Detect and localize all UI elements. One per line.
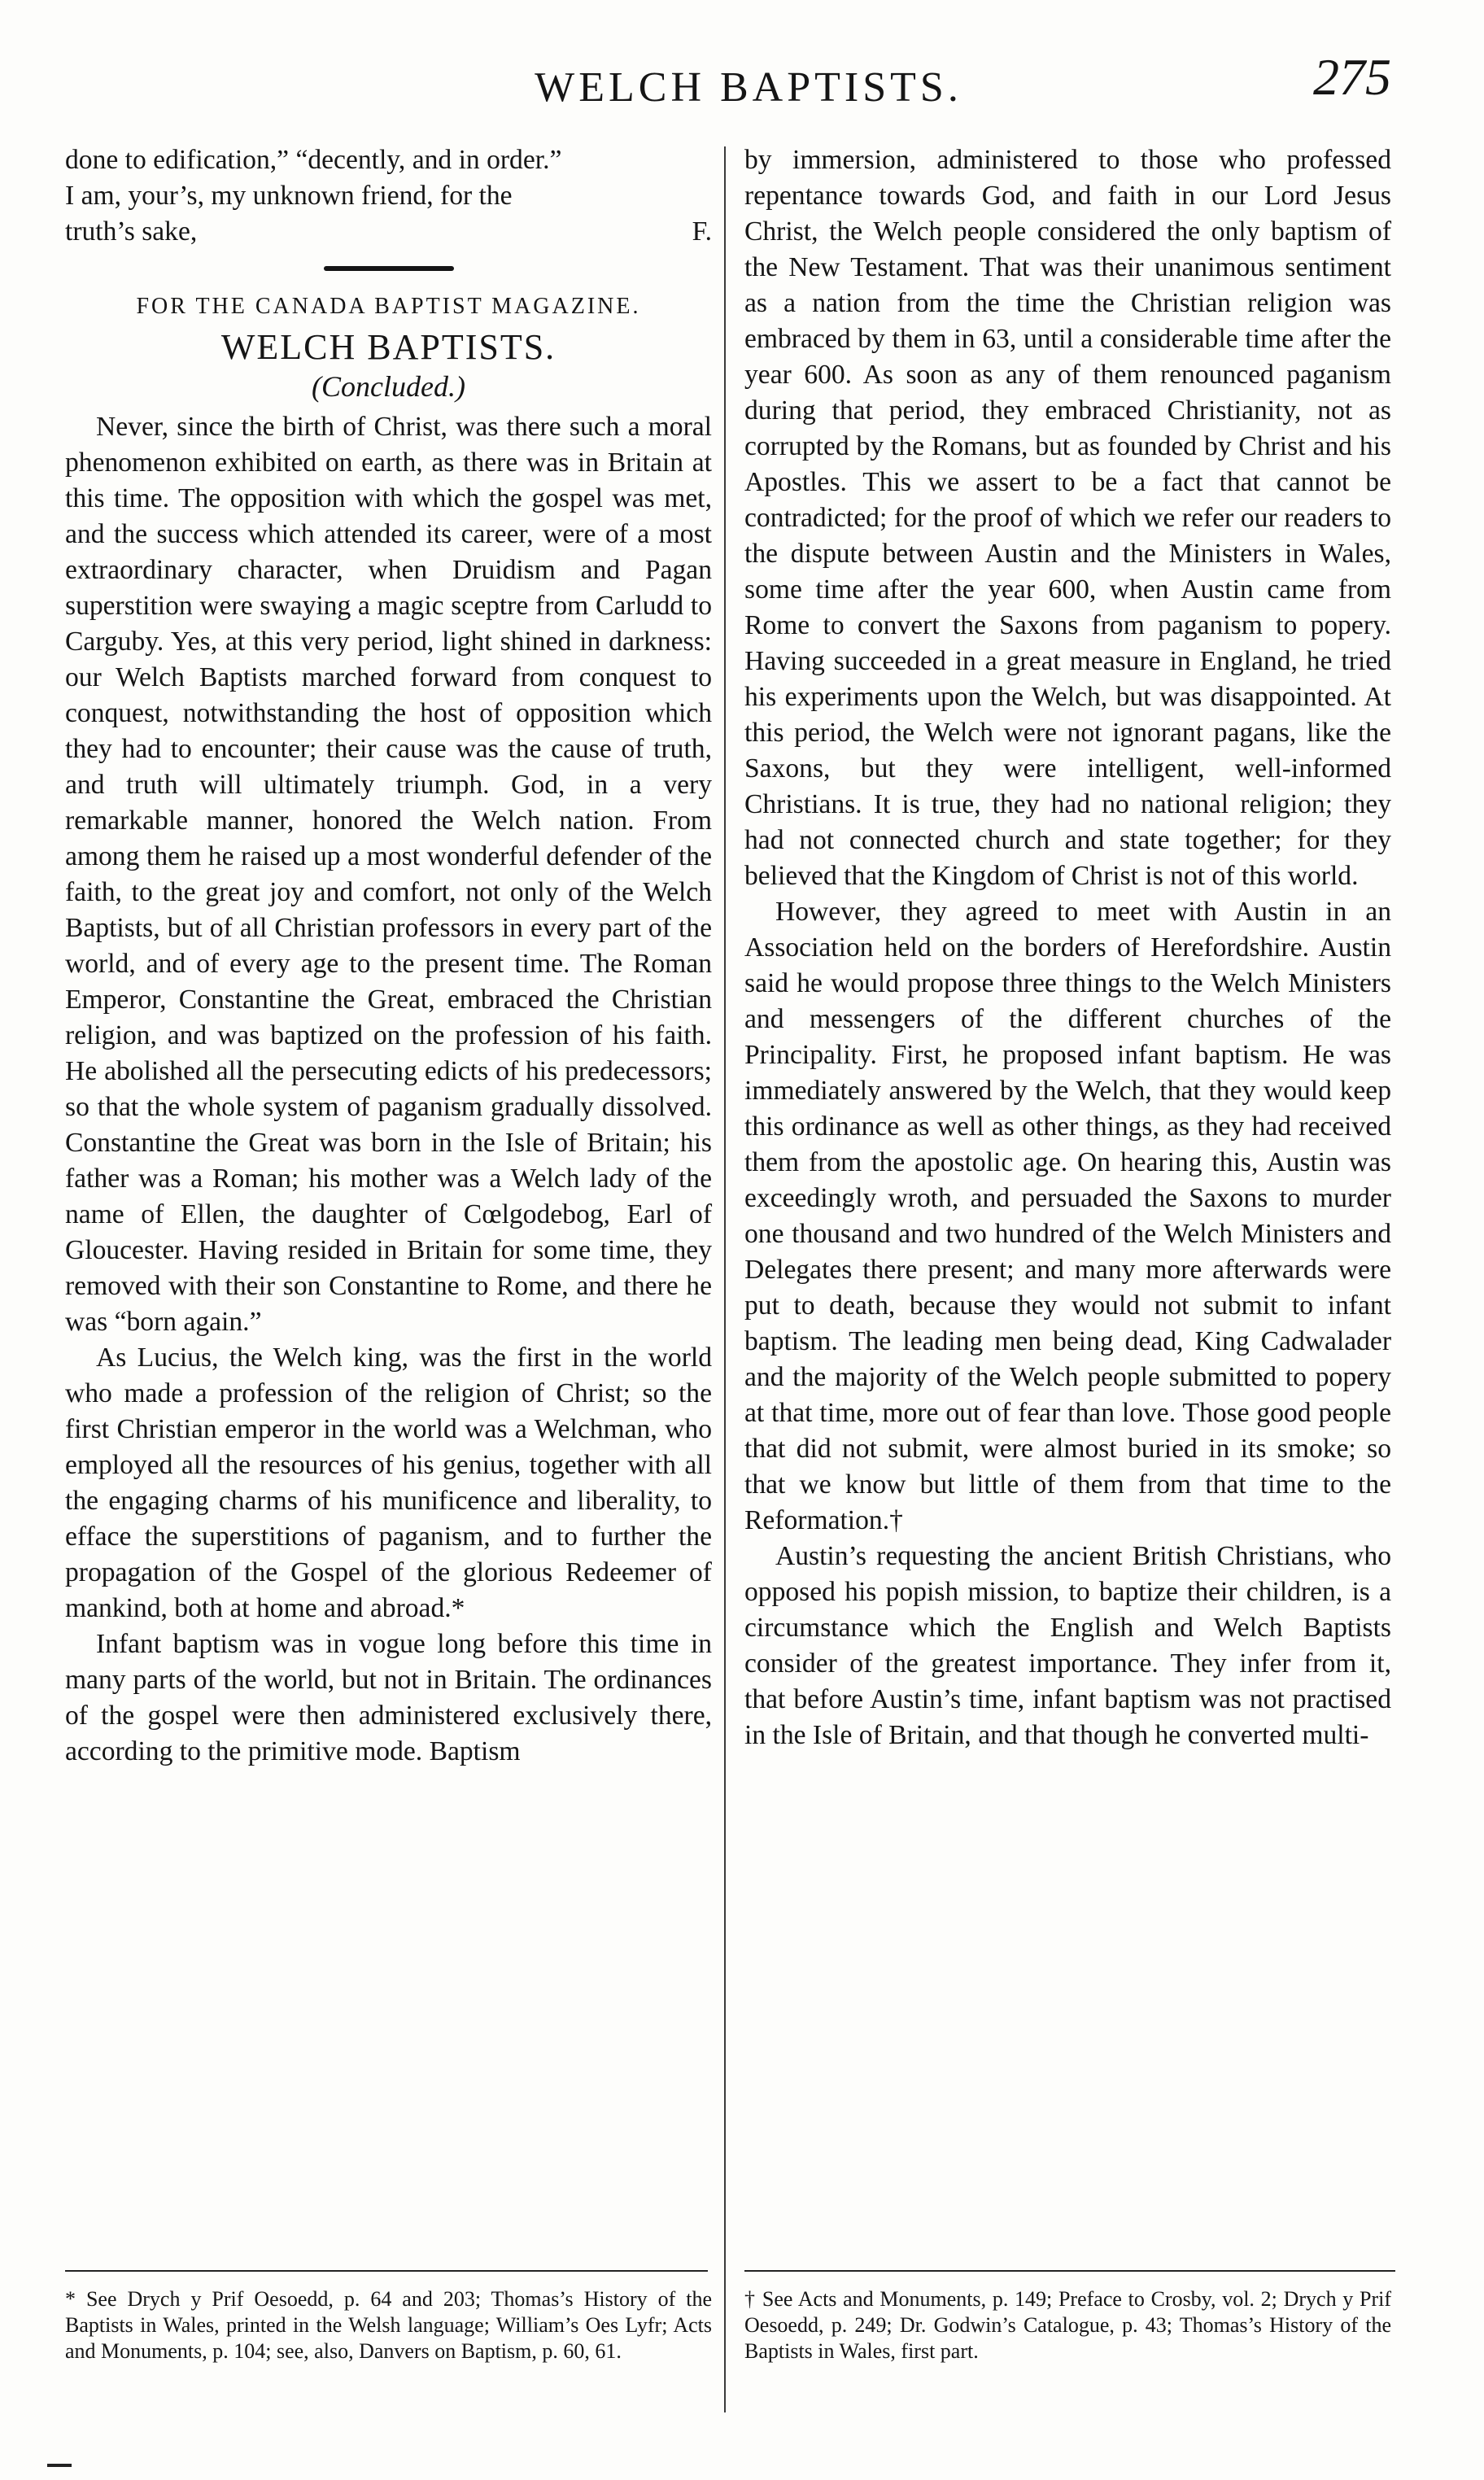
continuation-line-1: done to edification,” “decently, and in order.” xyxy=(65,145,562,175)
paragraph: Never, since the birth of Christ, was there such a moral phenomenon exhibited on earth, as there was in Britain at this time. The opposition with which the gospel was met, and the success which attended its career, were of a most extraordinary character, when Druidism and Pagan superstition were swaying a magic sceptre from Carludd to Carguby. Yes, at this very period, light shined in darkness: our Welch Baptists marched forward from conquest to conquest, notwithstanding the host of opposition which they had to encounter; their cause was the cause of truth, and truth will ultimately triumph. God, in a very remarkable manner, honored the Welch nation. From among them he raised up a most wonderful defender of the faith, to the great joy and comfort, not only of the Welch Baptists, but of all Christian professors in every part of the world, and of every age to the present time. The Roman Emperor, Constantine the Great, embraced the Christian religion, and was baptized on the profession of his faith. He abolished all the persecuting edicts of his predecessors; so that the whole system of paganism gradually dissolved. Constantine the Great was born in the Isle of Britain; his father was a Roman; his mother was a Welch lady of the name of Ellen, the daughter of Cœlgodebog, Earl of Gloucester. Having resided in Britain for some time, they removed with their son Constantine to Rome, and there he was “born again.” xyxy=(65,412,712,1337)
footnote-right: † See Acts and Monuments, p. 149; Preface to Crosby, vol. 2; Drych y Prif Oesoedd, p. 249; Dr. Godwin’s Catalogue, p. 43; Thomas’s History of the Baptists in Wales, first part. xyxy=(744,2287,1391,2363)
signature-text: truth’s sake, xyxy=(65,216,198,247)
footnote-rule-right xyxy=(744,2270,1395,2272)
signature-line xyxy=(65,214,712,250)
ornamental-rule xyxy=(324,266,454,271)
paragraph: Infant baptism was in vogue long before this time in many parts of the world, but not in Britain. The ordinances of the gospel were then administered exclusively there, according to the primitive mode. Baptism xyxy=(65,1629,712,1766)
continuation-line-2: I am, your’s, my unknown friend, for the xyxy=(65,181,513,211)
paragraph: by immersion, administered to those who professed repentance towards God, and faith in our Lord Jesus Christ, the Welch people considered the only baptism of the New Testament. That was their unanimous sentiment as a nation from the time the Christian religion was embraced by them in 63, until a considerable time after the year 600. As soon as any of them renounced paganism during that period, they embraced Christianity, not as corrupted by the Romans, but as founded by Christ and his Apostles. This we assert to be a fact that cannot be contradicted; for the proof of which we refer our readers to the dispute between Austin and the Ministers in Wales, some time after the year 600, when Austin came from Rome to convert the Saxons from paganism to popery. Having succeeded in a great measure in England, he tried his experiments upon the Welch, but was disappointed. At this period, the Welch were not ignorant pagans, like the Saxons, but they were intelligent, well-informed Christians. It is true, they had no national religion; they had not connected church and state together; for they believed that the Kingdom of Christ is not of this world. xyxy=(744,145,1391,891)
page-header xyxy=(98,47,1399,129)
paragraph: Austin’s requesting the ancient British Christians, who opposed his popish mission, to baptize their children, is a circumstance which the English and Welch Baptists consider of the greatest importance. They infer from it, that before Austin’s time, infant baptism was not practised in the Isle of Britain, and that though he converted multi- xyxy=(744,1541,1391,1750)
left-column xyxy=(65,142,712,1770)
paragraph: As Lucius, the Welch king, was the first in the world who made a profession of the religion of Christ; so the first Christian emperor in the world was a Welchman, who employed all the resources of his genius, together with all the engaging charms of his munificence and liberality, to efface the superstitions of paganism, and to further the propagation of the Gospel of the glorious Redeemer of mankind, both at home and abroad.* xyxy=(65,1343,712,1623)
section-header: FOR THE CANADA BAPTIST MAGAZINE. xyxy=(136,294,641,319)
footnote-left: * See Drych y Prif Oesoedd, p. 64 and 203; Thomas’s History of the Baptists in Wales, printed in the Welsh language; William’s Oes Lyfr; Acts and Monuments, p. 104; see, also, Danvers on Baptism, p. 60, 61. xyxy=(65,2287,712,2363)
paragraph: However, they agreed to meet with Austin in an Association held on the borders of Herefordshire. Austin said he would propose three things to the Welch Ministers and messengers of the different churches of the Principality. First, he proposed infant baptism. He was immediately answered by the Welch, that they would keep this ordinance as well as other things, as they had received them from the apostolic age. On hearing this, Austin was exceedingly wroth, and persuaded the Saxons to murder one thousand and two hundred of the Welch Ministers and Delegates there present; and many more afterwards were put to death, because they would not submit to infant baptism. The leading men being dead, King Cadwalader and the majority of the Welch people submitted to popery at that time, more out of fear than love. Those good people that did not submit, were almost buried in its smoke; so that we know but little of them from that time to the Reformation.† xyxy=(744,897,1391,1535)
column-divider xyxy=(724,146,726,2412)
footnote-rule-left xyxy=(65,2270,708,2272)
printer-mark xyxy=(47,2464,72,2467)
section-title: WELCH BAPTISTS. xyxy=(220,327,556,367)
page-number: 275 xyxy=(1313,48,1391,106)
section-subtitle: (Concluded.) xyxy=(312,370,465,403)
right-column xyxy=(744,142,1391,1753)
signature: F. xyxy=(692,216,712,247)
running-title: WELCH BAPTISTS. xyxy=(535,64,962,111)
